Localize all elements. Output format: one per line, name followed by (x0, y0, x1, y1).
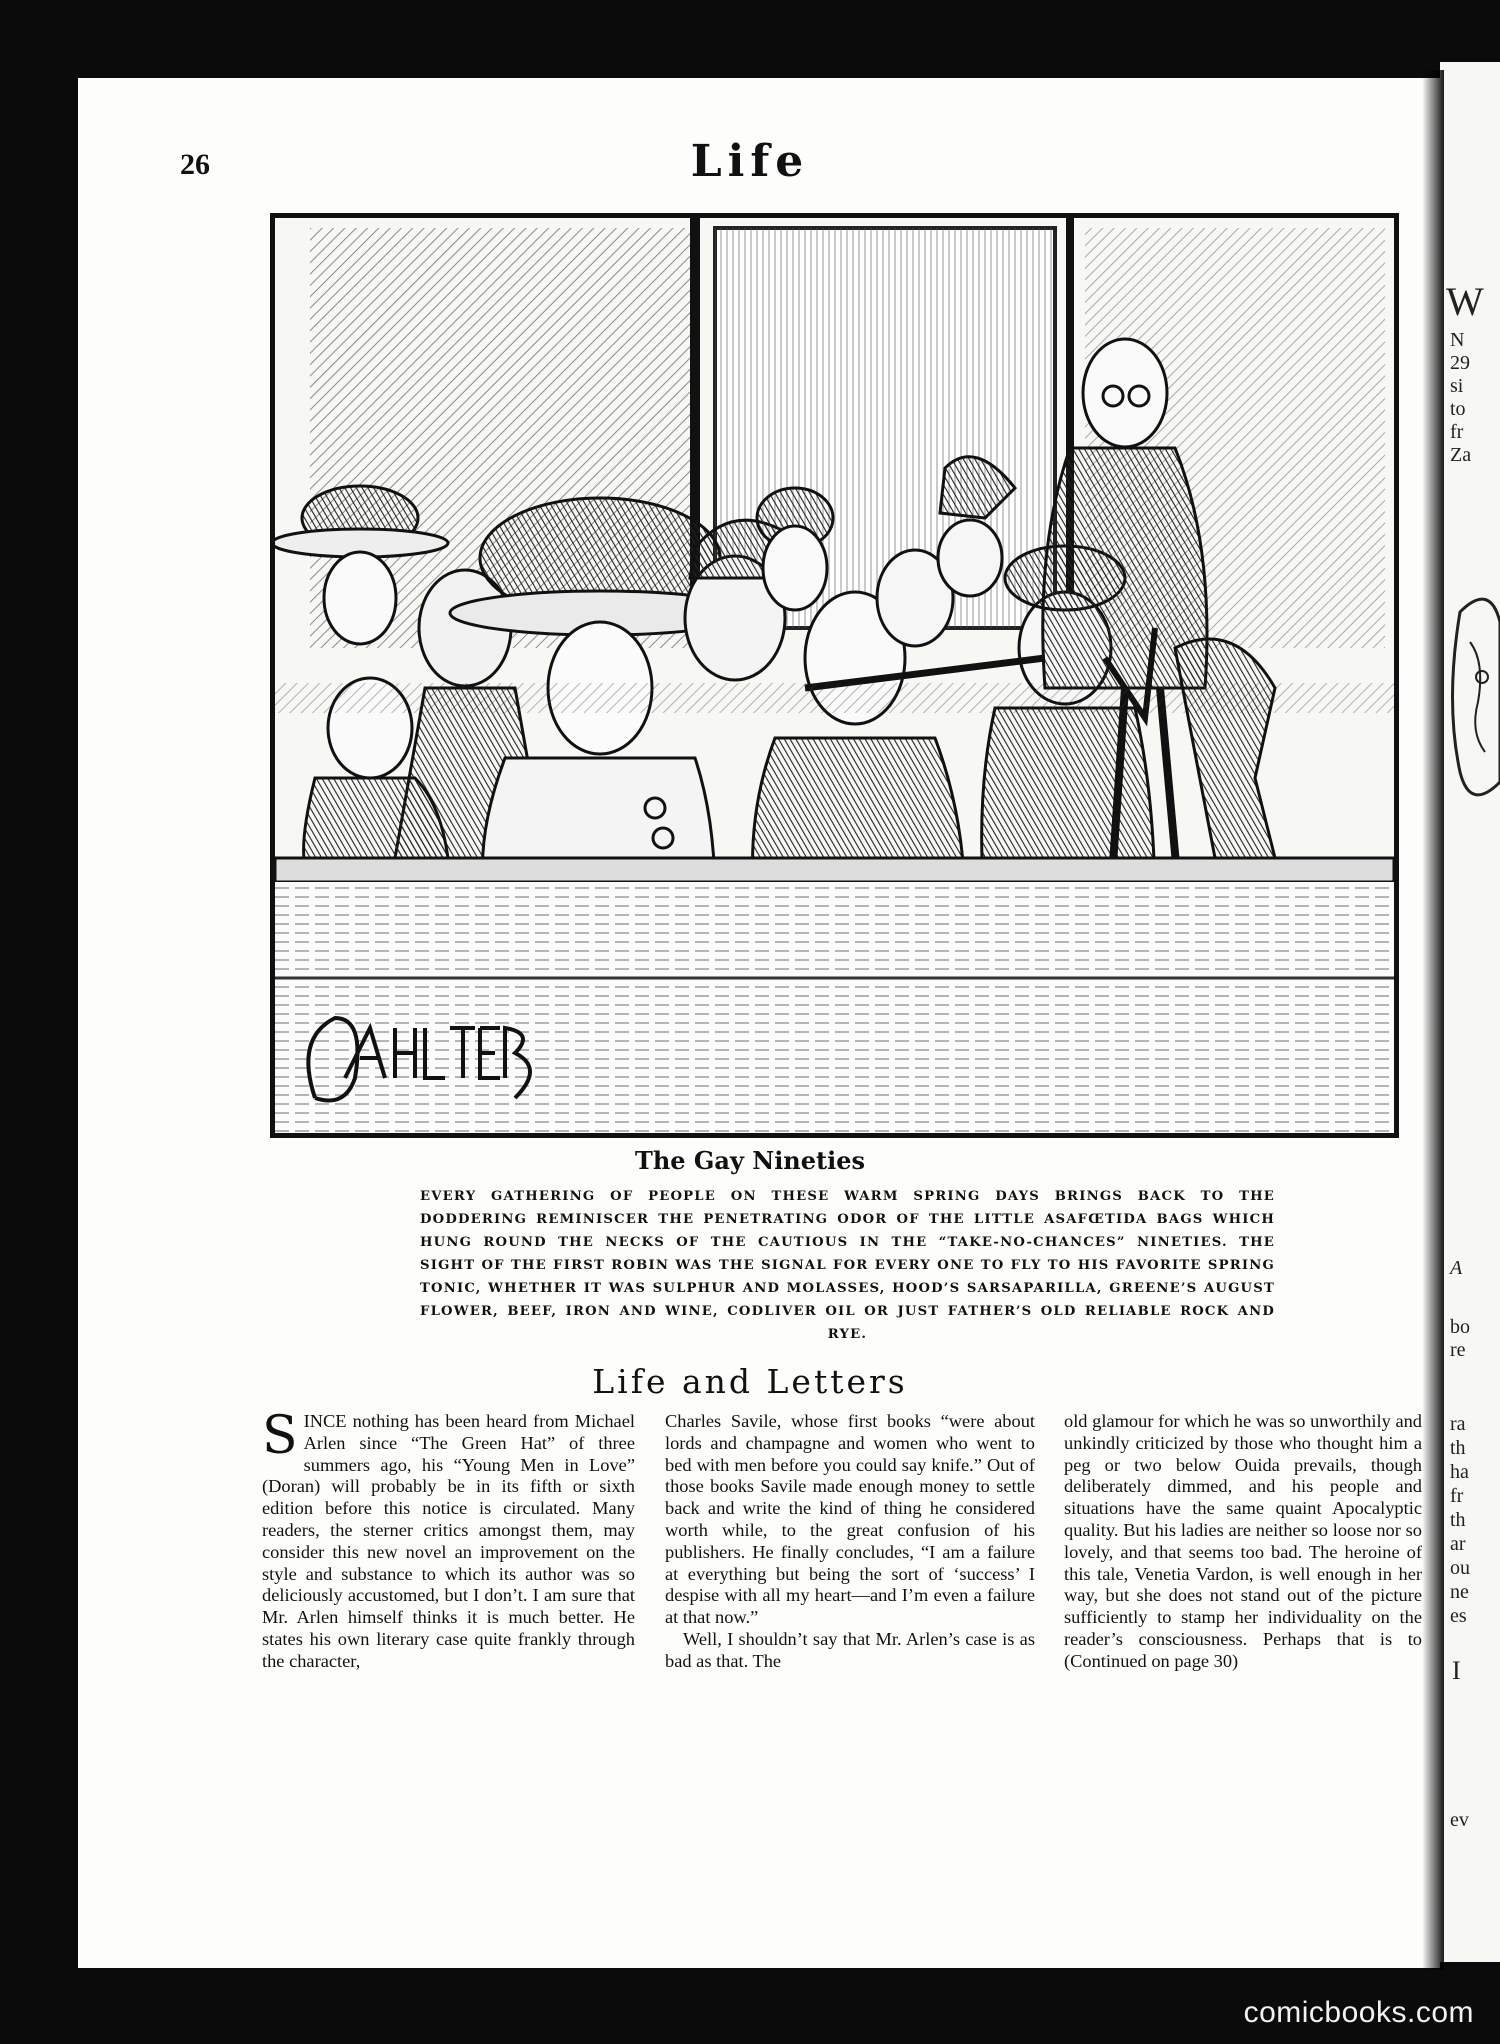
column-2-paragraph-1: Charles Savile, whose first books “were about lords and champagne and women who went to bed with men before you could say knife.” Out of those books Savile made enough money to settle back and write the kind of thing he considered worth while, to the great confusion of his publishers. He finally concludes, “I am a failure at everything but being the sort of ‘success’ I despise with all my heart—and I’m even a failure at that now.” (665, 1411, 1035, 1628)
facing-fragment: N (1450, 329, 1465, 351)
facing-fragment: to (1450, 398, 1466, 420)
facing-fragment: si (1450, 375, 1464, 397)
facing-fragment: re (1450, 1339, 1466, 1361)
column-2-paragraph-2: Well, I shouldn’t say that Mr. Arlen’s case is as bad as that. The (665, 1628, 1035, 1671)
cartoon-drawing (275, 218, 1394, 1133)
facing-fragment: bo (1450, 1316, 1470, 1338)
facing-fragment: fr (1450, 1485, 1464, 1507)
article-column-2 (665, 1411, 1035, 1673)
facing-page-drawing (1440, 582, 1500, 842)
cartoon-caption-body: EVERY GATHERING OF PEOPLE ON THESE WARM SPRING DAYS BRINGS BACK TO THE DODDERING REMINISCER THE PENETRATING ODOR OF THE LITTLE ASAFŒTIDA BAGS WHICH HUNG ROUND THE NECKS OF THE CAUTIOUS IN THE “TAKE-NO-CHANCES” NINETIES. THE SIGHT OF THE FIRST ROBIN WAS THE SIGNAL FOR EVERY ONE TO FLY TO HIS FAVORITE SPRING TONIC, WHETHER IT WAS SULPHUR AND MOLASSES, HOOD’S SARSAPARILLA, GREENE’S AUGUST FLOWER, BEEF, IRON AND WINE, CODLIVER OIL OR JUST FATHER’S OLD RELIABLE ROCK AND RYE. (420, 1189, 1275, 1342)
facing-page-strip: W N 29 si to fr Za A bo re ra th ha fr th ar ou ne es I ev (1440, 62, 1500, 1962)
facing-fragment: ha (1450, 1461, 1469, 1483)
column-3-text: old glamour for which he was so unworthily and unkindly criticized by those who thought him a peg or two below Ouida prevails, though deliberately dimmed, and his people and situations have the same quaint Apocalyptic quality. But his ladies are neither so loose nor so lovely, and that seems too bad. The heroine of this tale, Venetia Vardon, is well enough in her way, but she does not stand out of the picture sufficiently to stamp her individuality on the reader’s consciousness. Perhaps that is to (Continued on page 30) (1064, 1411, 1422, 1671)
facing-fragment: th (1450, 1509, 1466, 1531)
page-fold-shadow (1422, 70, 1444, 1970)
facing-fragment: I (1452, 1656, 1461, 1685)
article-column-3 (1064, 1411, 1422, 1673)
masthead-title: Life (690, 136, 810, 187)
facing-fragment: fr (1450, 421, 1464, 443)
facing-fragment: es (1450, 1605, 1467, 1627)
facing-fragment: 29 (1450, 352, 1470, 374)
facing-fragment: th (1450, 1437, 1466, 1459)
facing-fragment: Za (1450, 444, 1472, 466)
article-title: Life and Letters (592, 1362, 908, 1401)
facing-fragment: ne (1450, 1581, 1469, 1603)
facing-fragment: ev (1450, 1809, 1469, 1831)
page-number: 26 (180, 148, 210, 181)
drop-cap: S (262, 1406, 298, 1466)
site-watermark: comicbooks.com (1243, 1996, 1474, 2029)
cartoon-illustration (270, 213, 1399, 1138)
facing-fragment: ou (1450, 1557, 1470, 1579)
facing-fragment: A (1450, 1257, 1463, 1279)
facing-fragment: ra (1450, 1413, 1466, 1435)
article-column-1 (262, 1406, 635, 1673)
facing-fragment: ar (1450, 1533, 1466, 1555)
cartoon-caption-title: The Gay Nineties (634, 1146, 866, 1175)
column-1-text: INCE nothing has been heard from Michael Arlen since “The Green Hat” of three summers ago, his “Young Men in Love” (Doran) will probably be in its fifth or sixth edition before this notice is circulated. Many readers, the sterner critics amongst them, may consider this new novel an improvement on the style and substance to which its author was so deliciously accustomed, but I don’t. I am sure that Mr. Arlen himself thinks it is much better. He states his own literary case quite frankly through the character, (262, 1411, 635, 1671)
